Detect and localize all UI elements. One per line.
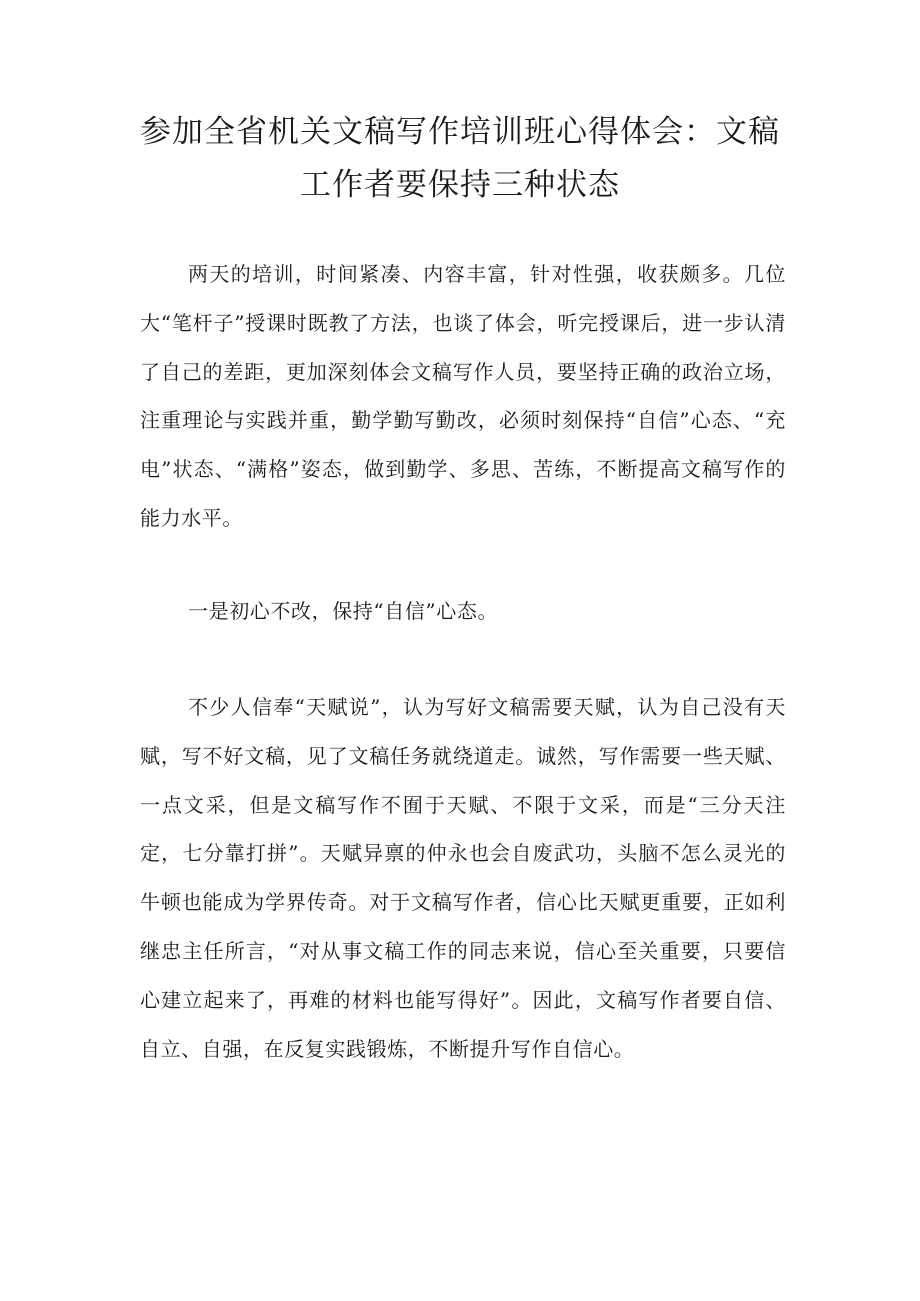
paragraph-section-heading: 一是初心不改，保持“自信”心态。	[188, 599, 499, 623]
paragraph-intro: 两天的培训，时间紧凑、内容丰富，针对性强，收获颇多。几位大“笔杆子”授课时既教了方法，也谈了体会，听完授课后，进一步认清了自己的差距，更加深刻体会文稿写作人员，要坚持正确的政治立场，注重理论与实践并重，勤学勤写勤改，必须时刻保持“自信”心态、“充电”状态、“满格”姿态，做到勤学、多思、苦练，不断提高文稿写作的能力水平。	[140, 262, 786, 530]
document-title: 参加全省机关文稿写作培训班心得体会：文稿工作者要保持三种状态	[140, 114, 780, 203]
paragraph-body: 不少人信奉“天赋说”，认为写好文稿需要天赋，认为自己没有天赋，写不好文稿，见了文稿任务就绕道走。诚然，写作需要一些天赋、一点文采，但是文稿写作不囿于天赋、不限于文采，而是“三分天注定，七分靠打拼”。天赋异禀的仲永也会自废武功，头脑不怎么灵光的牛顿也能成为学界传奇。对于文稿写作者，信心比天赋更重要，正如利继忠主任所言，“对从事文稿工作的同志来说，信心至关重要，只要信心建立起来了，再难的材料也能写得好”。因此，文稿写作者要自信、自立、自强，在反复实践锻炼，不断提升写作自信心。	[140, 695, 786, 1061]
